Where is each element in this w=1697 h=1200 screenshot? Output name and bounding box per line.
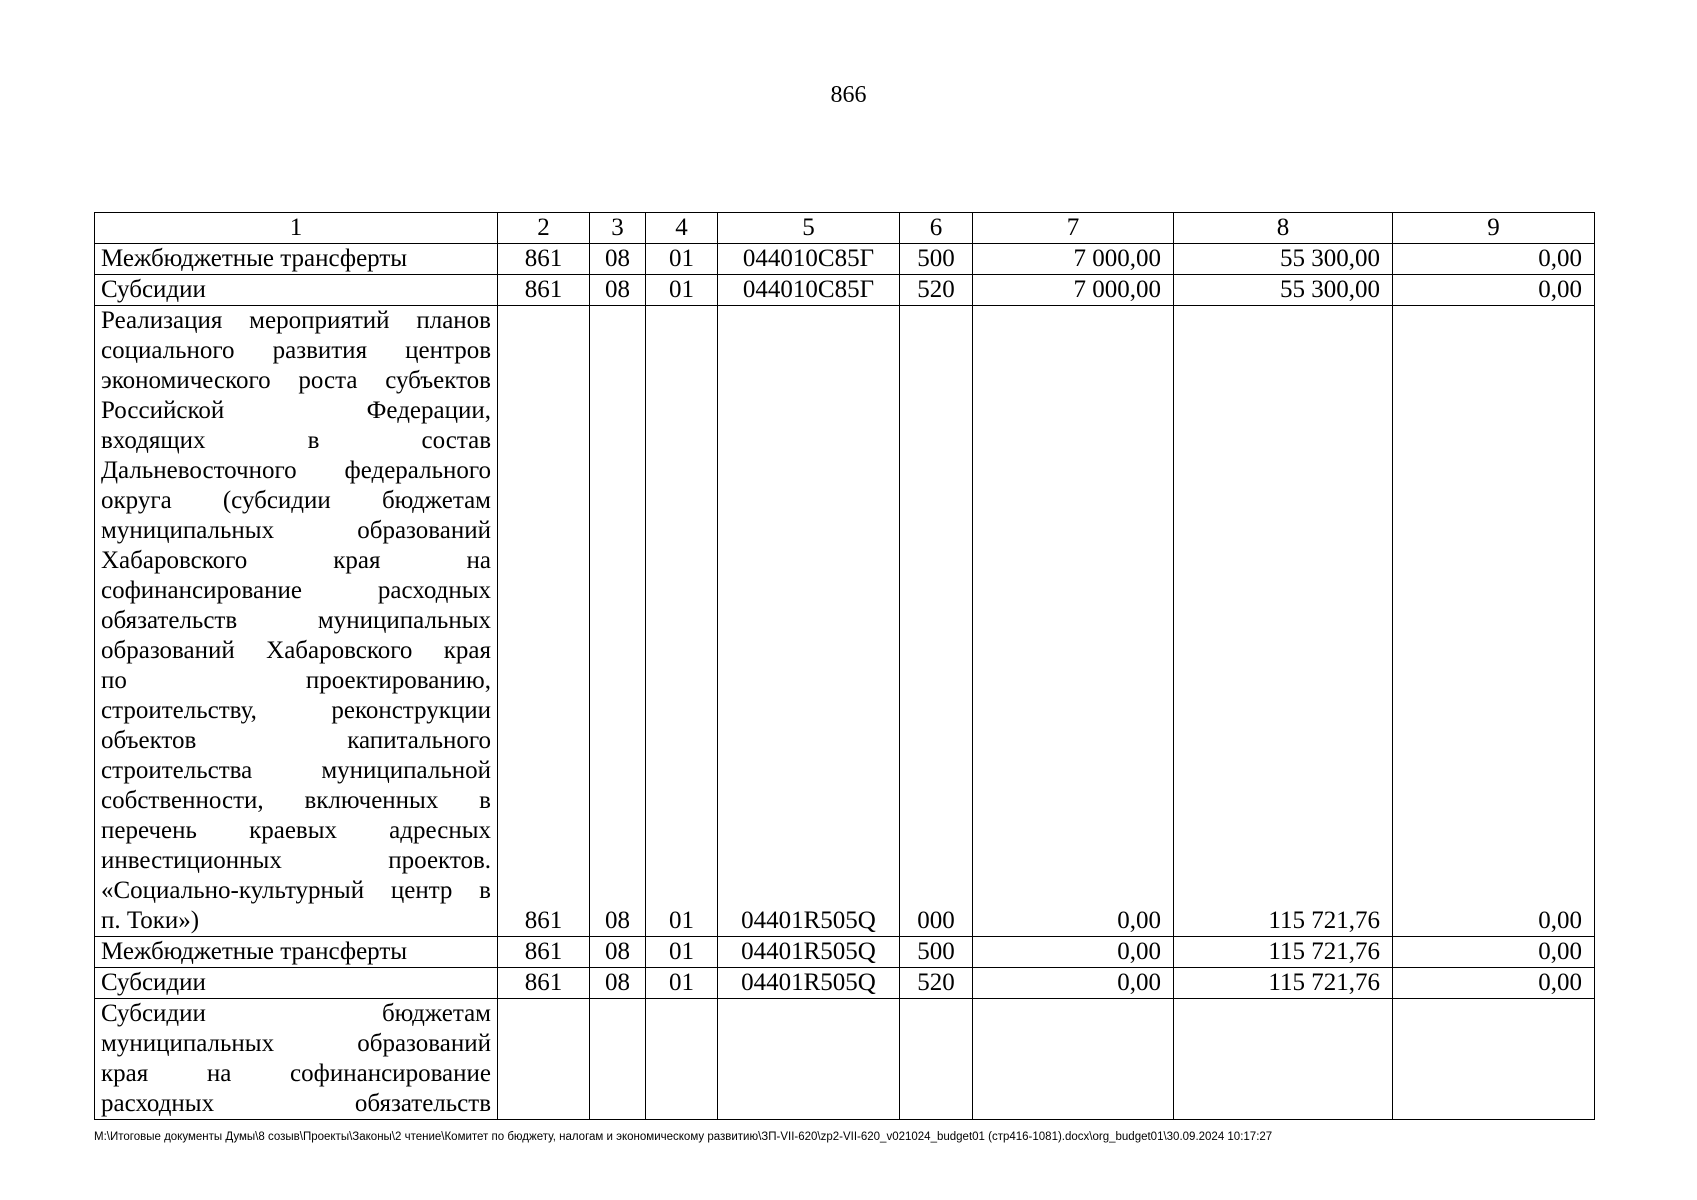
row-name-line: перечень краевых адресных — [101, 817, 491, 844]
row-name-cell — [95, 275, 498, 306]
cell-c3: 08 — [590, 275, 646, 306]
cell-c5: 04401R505Q — [718, 968, 900, 999]
row-name-line: образований Хабаровского края — [101, 637, 491, 664]
table-row — [95, 999, 1595, 1120]
cell-c5 — [718, 999, 900, 1120]
cell-c9 — [1393, 999, 1595, 1120]
column-header: 9 — [1393, 213, 1595, 244]
cell-c3: 08 — [590, 244, 646, 275]
column-header: 2 — [498, 213, 590, 244]
row-name-line: Дальневосточного федерального — [101, 457, 491, 484]
table-row — [95, 968, 1595, 999]
cell-c2: 861 — [498, 244, 590, 275]
cell-c8: 115 721,76 — [1174, 937, 1393, 968]
row-name-line: п. Токи») — [101, 907, 200, 934]
row-name-line: строительства муниципальной — [101, 757, 491, 784]
row-name-line: муниципальных образований — [101, 1030, 491, 1057]
row-name-line: Российской Федерации, — [101, 397, 491, 424]
cell-c9: 0,00 — [1393, 275, 1595, 306]
cell-c3: 08 — [590, 937, 646, 968]
row-name-line: муниципальных образований — [101, 517, 491, 544]
cell-c6: 520 — [900, 968, 973, 999]
cell-c9: 0,00 — [1393, 244, 1595, 275]
cell-c5: 04401R505Q — [718, 306, 900, 937]
cell-c5: 044010С85Г — [718, 275, 900, 306]
row-name-line: Межбюджетные трансферты — [101, 245, 408, 272]
row-name-line: Межбюджетные трансферты — [101, 938, 408, 965]
row-name-cell — [95, 306, 498, 937]
cell-c5: 04401R505Q — [718, 937, 900, 968]
row-name-line: Реализация мероприятий планов — [101, 307, 491, 334]
table-row — [95, 244, 1595, 275]
cell-c4: 01 — [646, 968, 718, 999]
cell-c2: 861 — [498, 306, 590, 937]
column-header: 8 — [1174, 213, 1393, 244]
cell-c3 — [590, 999, 646, 1120]
cell-c9: 0,00 — [1393, 306, 1595, 937]
column-header: 3 — [590, 213, 646, 244]
cell-c2 — [498, 999, 590, 1120]
cell-c8: 55 300,00 — [1174, 275, 1393, 306]
header-row — [95, 213, 1595, 244]
page-number: 866 — [830, 82, 867, 108]
row-name-cell — [95, 968, 498, 999]
cell-c4 — [646, 999, 718, 1120]
cell-c8: 115 721,76 — [1174, 306, 1393, 937]
file-path-footer: M:\Итоговые документы Думы\8 созыв\Проекты\Законы\2 чтение\Комитет по бюджету, налогам и экономическому развитию\ЗП-VII-620\zp2-VII-620_v021024_budget01 (стр416-1081).docx\org_budget01\30.09.2024 10:17:27 — [94, 1131, 1273, 1143]
cell-c2: 861 — [498, 968, 590, 999]
row-name-line: края на софинансирование — [101, 1060, 491, 1087]
row-name-line: по проектированию, — [101, 667, 491, 694]
table-row — [95, 306, 1595, 937]
table-row — [95, 937, 1595, 968]
cell-c9: 0,00 — [1393, 937, 1595, 968]
row-name-line: Субсидии — [101, 969, 206, 996]
cell-c8: 115 721,76 — [1174, 968, 1393, 999]
column-header: 5 — [718, 213, 900, 244]
cell-c7 — [973, 999, 1174, 1120]
cell-c9: 0,00 — [1393, 968, 1595, 999]
cell-c7: 0,00 — [973, 968, 1174, 999]
row-name-line: входящих в состав — [101, 427, 491, 454]
cell-c3: 08 — [590, 306, 646, 937]
budget-table — [94, 212, 1595, 1120]
cell-c7: 0,00 — [973, 306, 1174, 937]
cell-c8 — [1174, 999, 1393, 1120]
row-name-line: Субсидии — [101, 276, 206, 303]
row-name-line: собственности, включенных в — [101, 787, 491, 814]
cell-c4: 01 — [646, 275, 718, 306]
column-header: 6 — [900, 213, 973, 244]
cell-c7: 7 000,00 — [973, 275, 1174, 306]
table-row — [95, 275, 1595, 306]
row-name-line: строительству, реконструкции — [101, 697, 491, 724]
cell-c3: 08 — [590, 968, 646, 999]
cell-c2: 861 — [498, 275, 590, 306]
row-name-cell — [95, 244, 498, 275]
row-name-line: объектов капитального — [101, 727, 491, 754]
row-name-line: расходных обязательств — [101, 1090, 491, 1117]
cell-c6: 520 — [900, 275, 973, 306]
row-name-line: «Социально-культурный центр в — [101, 877, 491, 904]
row-name-line: социального развития центров — [101, 337, 491, 364]
row-name-cell — [95, 999, 498, 1120]
cell-c7: 7 000,00 — [973, 244, 1174, 275]
row-name-cell — [95, 937, 498, 968]
cell-c8: 55 300,00 — [1174, 244, 1393, 275]
cell-c6: 500 — [900, 244, 973, 275]
cell-c6 — [900, 999, 973, 1120]
column-header: 4 — [646, 213, 718, 244]
cell-c4: 01 — [646, 244, 718, 275]
cell-c2: 861 — [498, 937, 590, 968]
column-header: 1 — [95, 213, 498, 244]
cell-c5: 044010С85Г — [718, 244, 900, 275]
row-name-line: округа (субсидии бюджетам — [101, 487, 491, 514]
row-name-line: обязательств муниципальных — [101, 607, 491, 634]
row-name-line: Хабаровского края на — [101, 547, 491, 574]
row-name-line: софинансирование расходных — [101, 577, 491, 604]
row-name-line: экономического роста субъектов — [101, 367, 491, 394]
column-header: 7 — [973, 213, 1174, 244]
cell-c7: 0,00 — [973, 937, 1174, 968]
cell-c6: 500 — [900, 937, 973, 968]
row-name-line: Субсидии бюджетам — [101, 1000, 491, 1027]
cell-c6: 000 — [900, 306, 973, 937]
cell-c4: 01 — [646, 937, 718, 968]
cell-c4: 01 — [646, 306, 718, 937]
row-name-line: инвестиционных проектов. — [101, 847, 491, 874]
